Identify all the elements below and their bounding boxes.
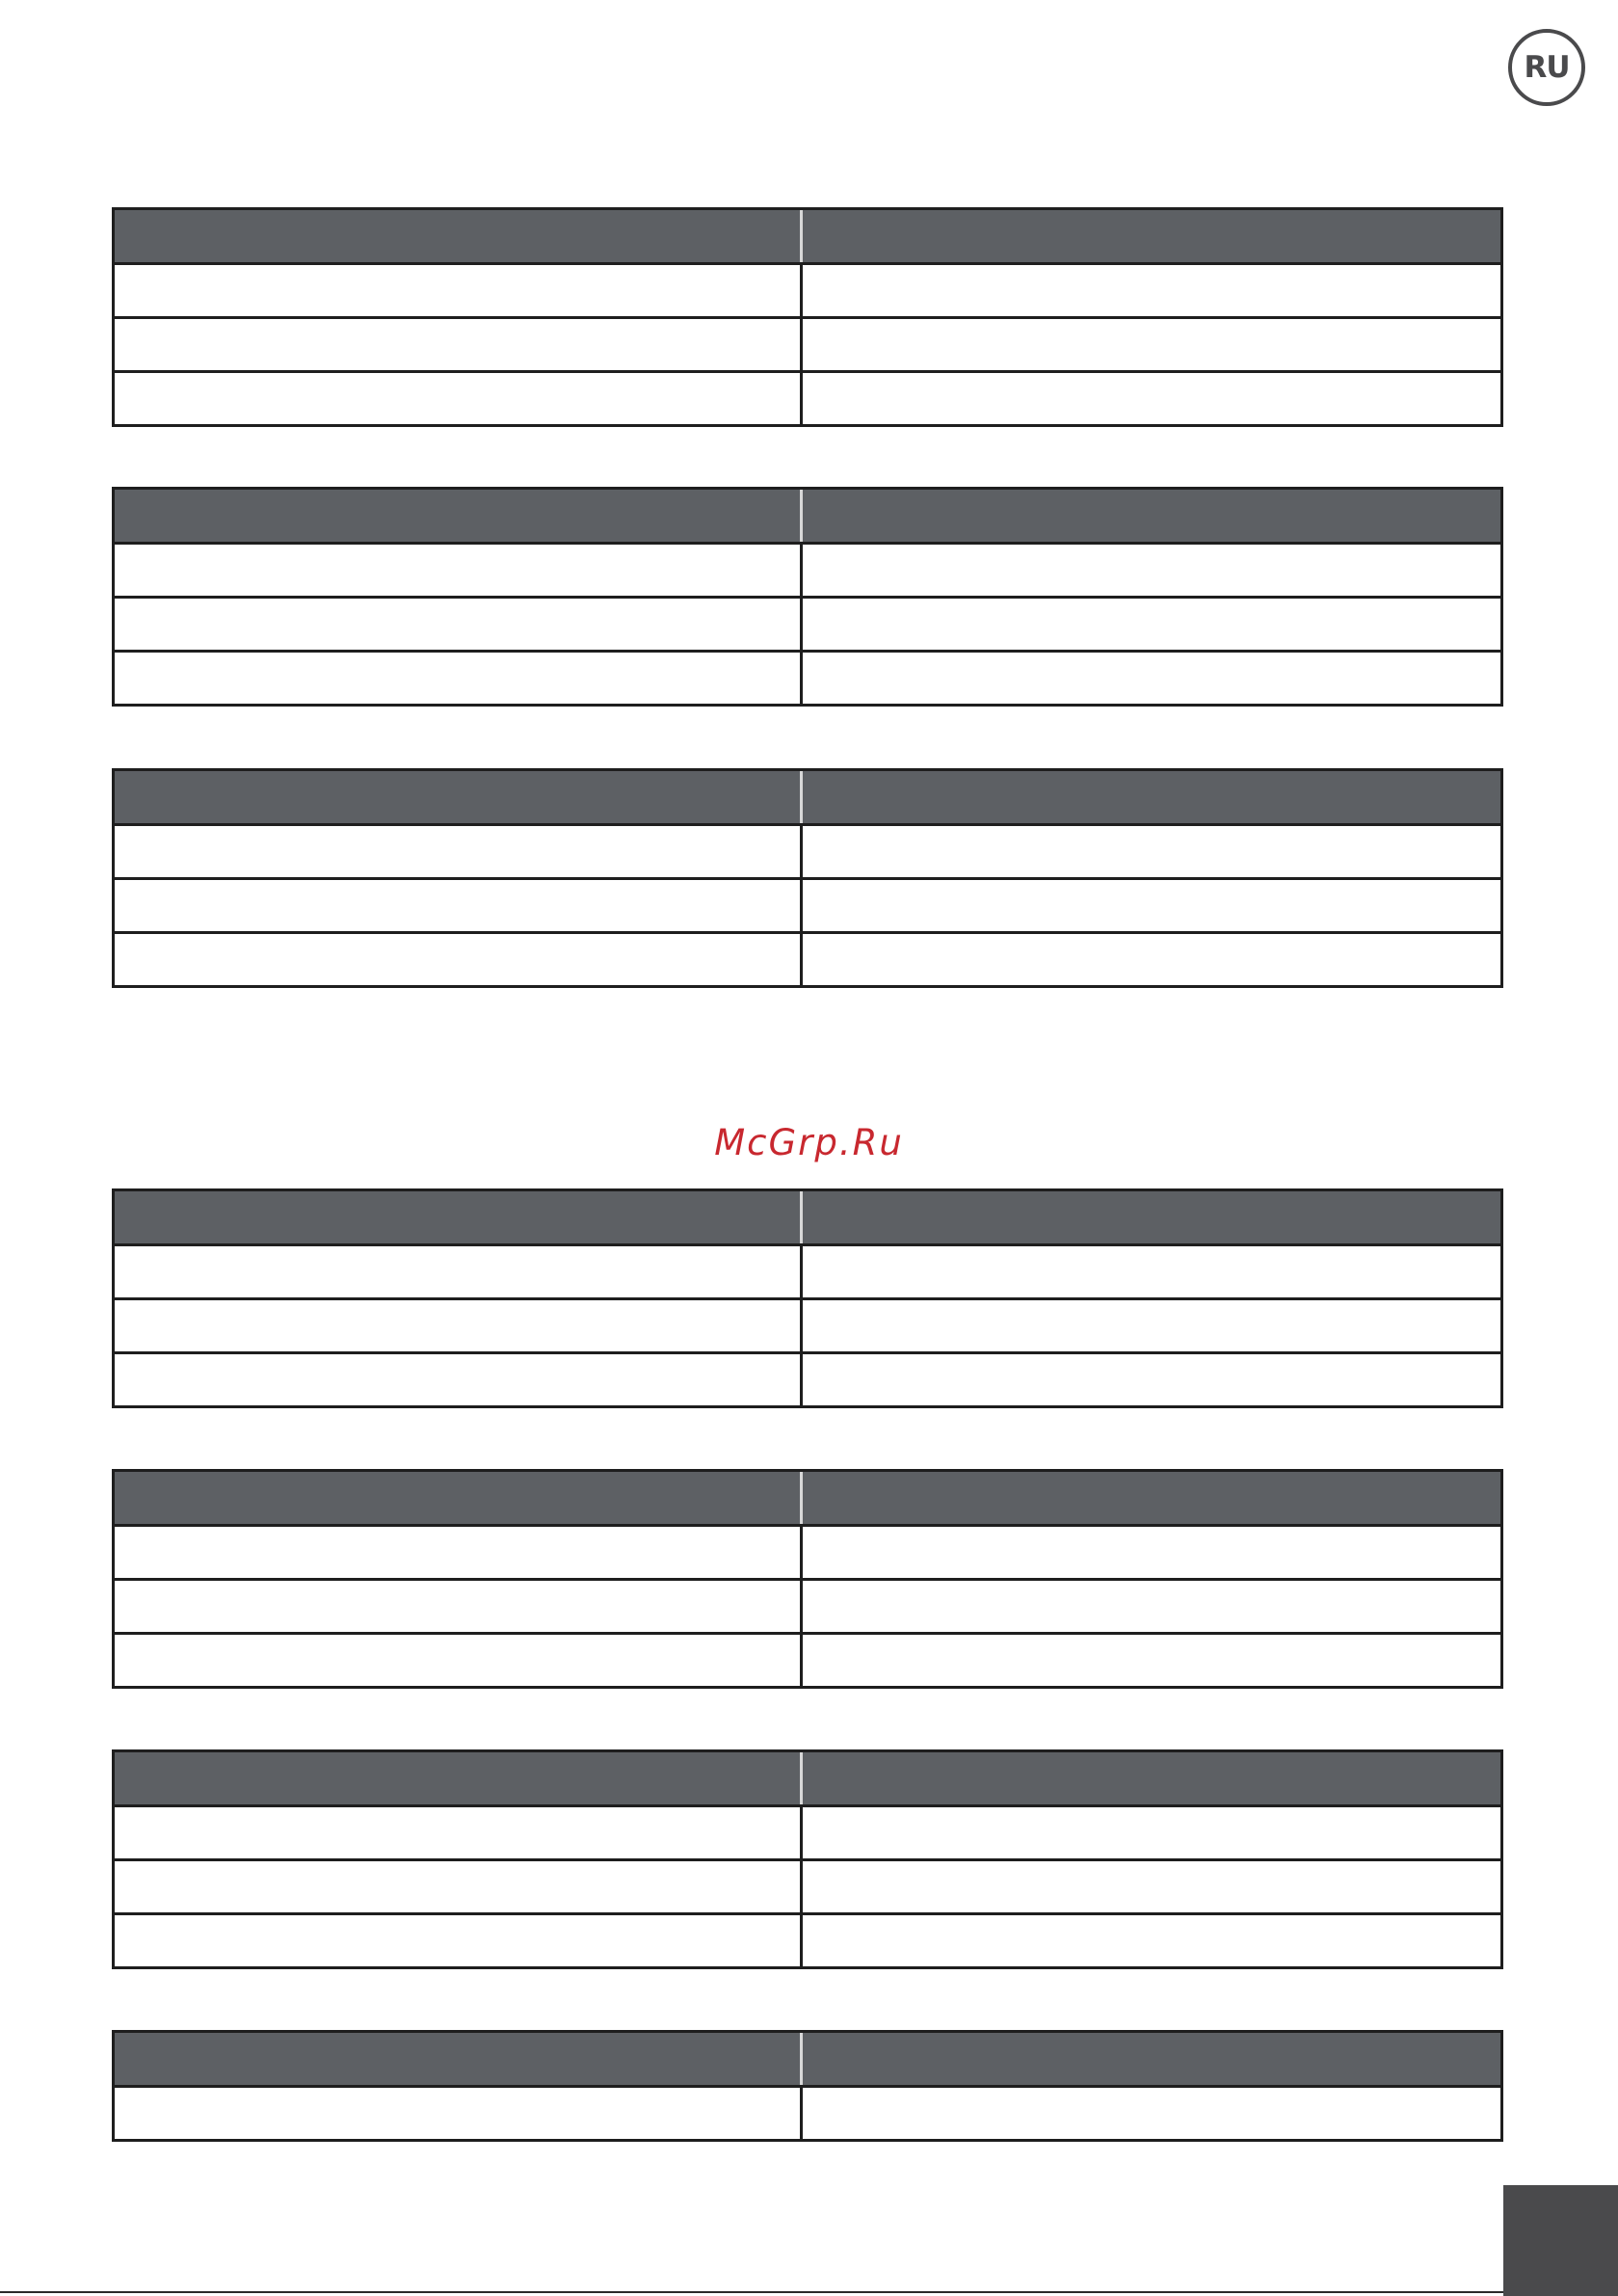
table-row	[115, 596, 1500, 650]
table-2	[112, 487, 1503, 707]
table-header-cell	[803, 210, 1500, 262]
table-header-row	[115, 2033, 1500, 2085]
table-cell	[803, 1635, 1500, 1686]
table-header-cell	[803, 1472, 1500, 1524]
table-cell	[115, 2088, 803, 2139]
table-header-row	[115, 490, 1500, 542]
table-6	[112, 1749, 1503, 1969]
table-cell	[115, 1246, 803, 1297]
table-row	[115, 2085, 1500, 2139]
table-header-cell	[115, 771, 803, 823]
table-header-cell	[115, 2033, 803, 2085]
table-row	[115, 1578, 1500, 1632]
table-cell	[803, 1527, 1500, 1578]
table-cell	[115, 1581, 803, 1632]
table-cell	[803, 2088, 1500, 2139]
table-cell	[803, 265, 1500, 316]
table-header-cell	[115, 1752, 803, 1804]
table-cell	[803, 545, 1500, 596]
table-header-row	[115, 1191, 1500, 1243]
table-header-cell	[803, 771, 1500, 823]
table-cell	[803, 1354, 1500, 1405]
table-cell	[803, 1246, 1500, 1297]
table-cell	[115, 1915, 803, 1966]
table-cell	[115, 1527, 803, 1578]
table-cell	[803, 1581, 1500, 1632]
table-cell	[115, 934, 803, 985]
table-cell	[115, 1807, 803, 1858]
table-header-row	[115, 1472, 1500, 1524]
table-row	[115, 1858, 1500, 1912]
table-row	[115, 316, 1500, 370]
table-cell	[115, 1861, 803, 1912]
table-header-row	[115, 210, 1500, 262]
table-row	[115, 1297, 1500, 1351]
table-cell	[803, 826, 1500, 877]
table-cell	[115, 1354, 803, 1405]
page-tab	[1503, 2185, 1618, 2296]
table-7	[112, 2030, 1503, 2142]
table-row	[115, 1912, 1500, 1966]
table-cell	[803, 880, 1500, 931]
table-cell	[803, 1807, 1500, 1858]
language-badge	[1508, 29, 1585, 106]
table-row	[115, 1524, 1500, 1578]
table-row	[115, 262, 1500, 316]
table-cell	[115, 1635, 803, 1686]
table-row	[115, 1804, 1500, 1858]
table-cell	[115, 545, 803, 596]
table-row	[115, 1632, 1500, 1686]
table-row	[115, 542, 1500, 596]
table-header-cell	[803, 1752, 1500, 1804]
table-row	[115, 877, 1500, 931]
table-header-cell	[115, 1191, 803, 1243]
table-row	[115, 931, 1500, 985]
table-cell	[115, 265, 803, 316]
table-header-cell	[115, 210, 803, 262]
table-4	[112, 1188, 1503, 1408]
table-cell	[115, 826, 803, 877]
table-cell	[115, 373, 803, 424]
table-3	[112, 768, 1503, 988]
table-cell	[803, 1861, 1500, 1912]
table-cell	[115, 880, 803, 931]
table-cell	[115, 599, 803, 650]
language-badge-label: RU	[1524, 50, 1570, 85]
footer-divider	[0, 2291, 1503, 2293]
table-row	[115, 370, 1500, 424]
table-row	[115, 823, 1500, 877]
table-cell	[803, 599, 1500, 650]
table-header-row	[115, 1752, 1500, 1804]
table-header-cell	[803, 2033, 1500, 2085]
table-1	[112, 207, 1503, 427]
table-header-row	[115, 771, 1500, 823]
table-cell	[115, 653, 803, 704]
table-row	[115, 650, 1500, 704]
table-cell	[803, 934, 1500, 985]
table-row	[115, 1243, 1500, 1297]
table-cell	[115, 319, 803, 370]
table-header-cell	[115, 490, 803, 542]
table-cell	[115, 1300, 803, 1351]
table-header-cell	[803, 490, 1500, 542]
table-cell	[803, 653, 1500, 704]
table-header-cell	[115, 1472, 803, 1524]
table-header-cell	[803, 1191, 1500, 1243]
table-row	[115, 1351, 1500, 1405]
watermark-text: McGrp.Ru	[714, 1122, 904, 1163]
table-cell	[803, 373, 1500, 424]
table-cell	[803, 319, 1500, 370]
table-cell	[803, 1300, 1500, 1351]
table-cell	[803, 1915, 1500, 1966]
table-5	[112, 1469, 1503, 1689]
